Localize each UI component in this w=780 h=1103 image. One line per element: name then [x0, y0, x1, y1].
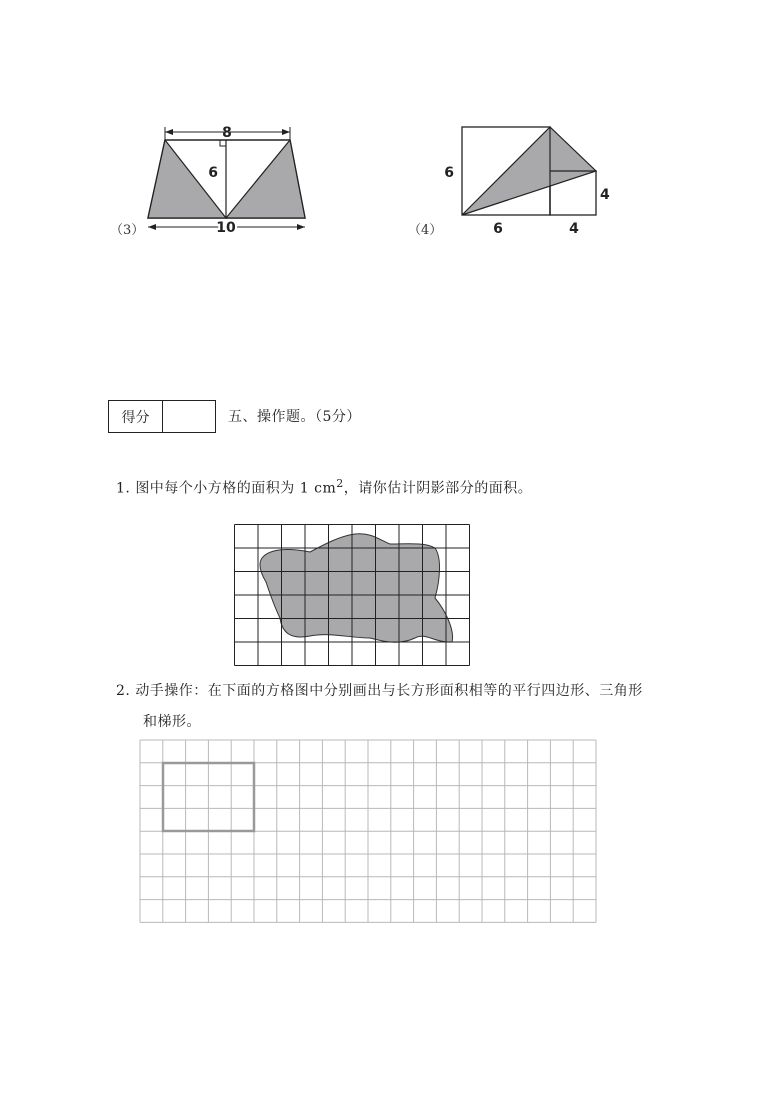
fig4-right-dim: 4 — [600, 187, 610, 203]
question-1-text: 图中每个小方格的面积为 1 cm — [135, 480, 337, 497]
fig4-bottom-right-dim: 4 — [569, 221, 579, 237]
fig3-height-dim: 6 — [208, 165, 218, 181]
question-1-unit-exponent: 2 — [336, 477, 344, 490]
section-title: 五、操作题。（5分） — [228, 409, 361, 425]
question-2-number: 2. — [116, 683, 131, 699]
question-1 — [116, 477, 532, 498]
question-2-line-1 — [116, 680, 643, 700]
fig4-bottom-left-dim: 6 — [493, 221, 503, 237]
question-1-text-end: ，请你估计阴影部分的面积。 — [343, 480, 533, 497]
score-box — [108, 400, 216, 433]
question-2-text: 动手操作：在下面的方格图中分别画出与长方形面积相等的平行四边形、三角形 — [135, 683, 643, 699]
figure-4-label: （4） — [408, 223, 443, 238]
fig3-top-dim: 8 — [222, 125, 232, 141]
fig3-bottom-dim: 10 — [216, 220, 236, 236]
question-2-line-2: 和梯形。 — [143, 714, 201, 730]
figure-3-label: （3） — [110, 223, 145, 238]
grid-2-drawing-area[interactable] — [135, 735, 607, 930]
question-1-number: 1. — [116, 480, 131, 497]
score-label: 得分 — [109, 401, 163, 432]
grid-1-lines — [235, 525, 470, 666]
fig4-left-dim: 6 — [444, 165, 454, 181]
figure-4-composite — [440, 120, 620, 240]
score-input-cell[interactable] — [163, 401, 215, 432]
grid-1-shaded-area — [230, 520, 475, 668]
